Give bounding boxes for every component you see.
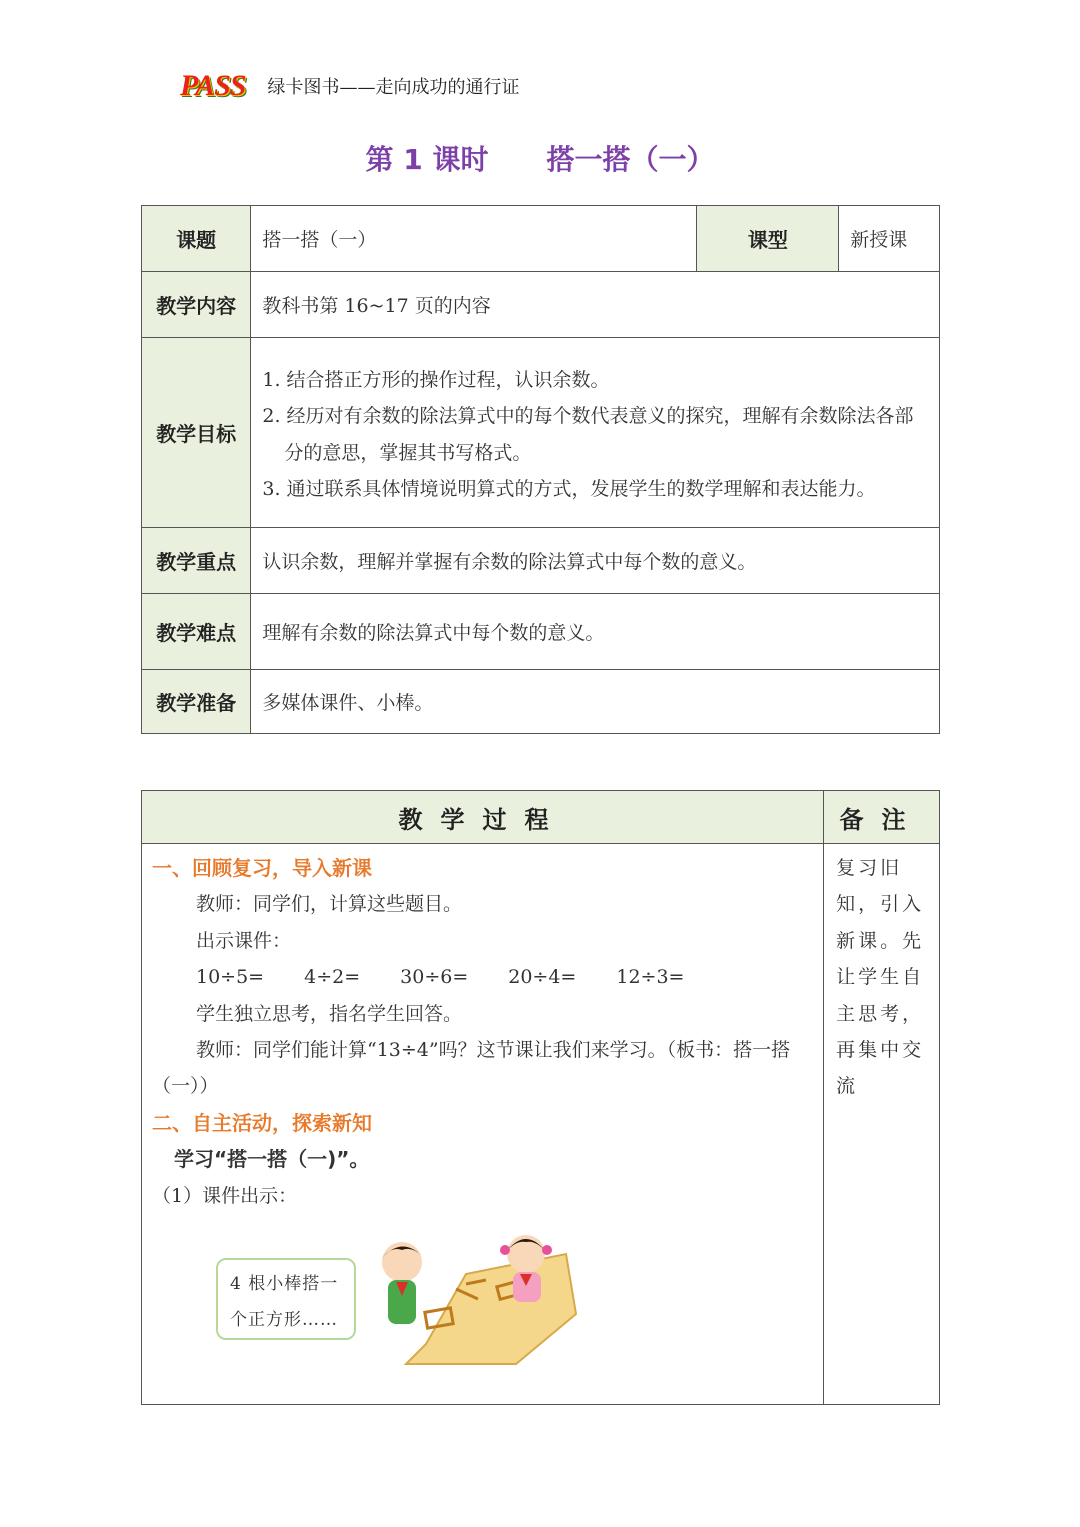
process-body-row xyxy=(142,844,940,1405)
page-header xyxy=(180,66,519,106)
process-table xyxy=(141,790,940,1405)
notes-column: 复习旧知，引入新课。先让学生自主思考，再集中交流 xyxy=(824,844,940,1405)
pass-logo: PASS xyxy=(180,69,246,102)
children-stick-illustration xyxy=(366,1214,746,1404)
type-value: 新授课 xyxy=(839,206,940,272)
type-label: 课型 xyxy=(697,206,839,272)
difficulty-label: 教学难点 xyxy=(142,594,251,670)
notes-header: 备注 xyxy=(824,791,940,844)
content-label: 教学内容 xyxy=(142,272,251,338)
goal-item: 1. 结合搭正方形的操作过程，认识余数。 xyxy=(262,368,610,391)
lesson-name: 搭一搭（一） xyxy=(546,143,715,176)
content-row xyxy=(142,272,940,338)
equation-list xyxy=(152,959,815,995)
process-header-row xyxy=(142,791,940,844)
key-point-value: 认识余数，理解并掌握有余数的除法算式中每个数的意义。 xyxy=(251,528,940,594)
section-1-title: 一、回顾复习，导入新课 xyxy=(152,856,372,880)
equation: 4÷2= xyxy=(304,966,361,989)
teacher-question: 教师：同学们能计算“13÷4”吗？这节课让我们来学习。（板书：搭一搭（一）） xyxy=(152,1039,791,1098)
difficulty-value: 理解有余数的除法算式中每个数的意义。 xyxy=(251,594,940,670)
lesson-info-table xyxy=(141,205,940,734)
equation: 20÷4= xyxy=(508,966,577,989)
goals-list xyxy=(251,338,940,528)
goals-label: 教学目标 xyxy=(142,338,251,528)
topic-label: 课题 xyxy=(142,206,251,272)
teacher-line: 教师：同学们，计算这些题目。 xyxy=(196,893,463,916)
section-2-title: 二、自主活动，探索新知 xyxy=(152,1110,372,1135)
topic-row xyxy=(142,206,940,272)
content-value: 教科书第 16~17 页的内容 xyxy=(251,272,940,338)
goal-item: 3. 通过联系具体情境说明算式的方式，发展学生的数学理解和表达能力。 xyxy=(262,478,876,500)
show-line: 出示课件： xyxy=(196,929,292,952)
step-1-line: （1）课件出示： xyxy=(152,1184,298,1207)
prep-label: 教学准备 xyxy=(142,670,251,734)
topic-value: 搭一搭（一） xyxy=(251,206,697,272)
lesson-number: 第 1 课时 xyxy=(365,143,489,176)
speech-bubble: 4 根小棒搭一个正方形…… xyxy=(216,1258,356,1340)
prep-row xyxy=(142,670,940,734)
process-header: 教学过程 xyxy=(142,791,824,844)
key-point-row xyxy=(142,528,940,594)
prep-value: 多媒体课件、小棒。 xyxy=(251,670,940,734)
goals-row xyxy=(142,338,940,528)
page-title xyxy=(0,138,1080,178)
equation: 30÷6= xyxy=(400,966,469,989)
equation: 10÷5= xyxy=(196,966,265,989)
process-content xyxy=(142,844,824,1405)
key-point-label: 教学重点 xyxy=(142,528,251,594)
header-slogan: 绿卡图书——走向成功的通行证 xyxy=(267,77,520,98)
difficulty-row xyxy=(142,594,940,670)
equation: 12÷3= xyxy=(616,966,685,989)
goal-item: 2. 经历对有余数的除法算式中的每个数代表意义的探究，理解有余数除法各部分的意思，掌握其书写格式。 xyxy=(262,405,914,464)
lesson-illustration xyxy=(152,1214,815,1404)
student-line: 学生独立思考，指名学生回答。 xyxy=(196,1002,463,1025)
study-line: 学习“搭一搭（一)”。 xyxy=(174,1147,370,1172)
